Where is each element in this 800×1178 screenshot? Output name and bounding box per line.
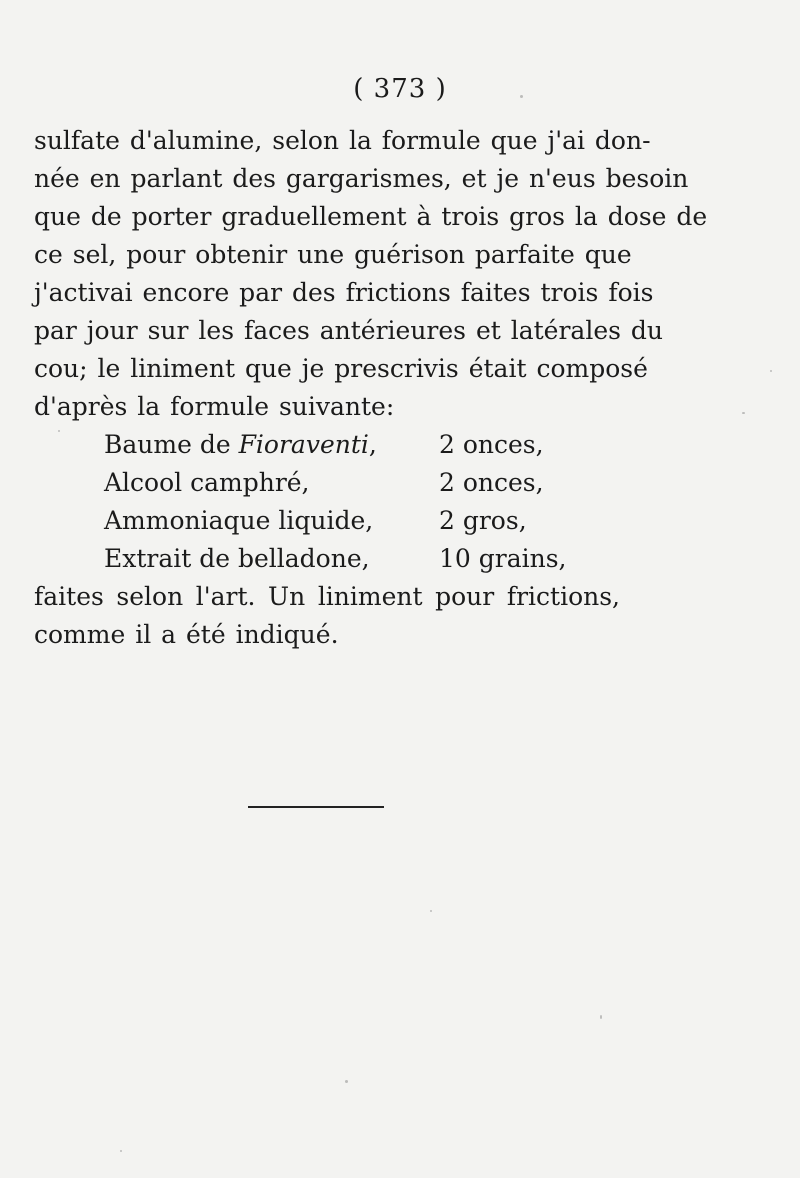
paragraph-line: d'après la formule suivante: xyxy=(34,392,395,421)
paragraph-line: cou; le liniment que je prescrivis était composé xyxy=(34,354,648,383)
section-divider-rule xyxy=(248,806,384,808)
closing-line: faites selon l'art. Un liniment pour frictions, xyxy=(34,582,620,611)
recipe-ingredient: Extrait de belladone, xyxy=(104,544,370,573)
paper-speck xyxy=(430,910,432,912)
paragraph-line: ce sel, pour obtenir une guérison parfaite que xyxy=(34,240,632,269)
paper-speck xyxy=(120,1150,122,1152)
recipe-ingredient: Ammoniaque liquide, xyxy=(104,506,374,535)
recipe-ingredient: Alcool camphré, xyxy=(104,468,310,497)
recipe-row xyxy=(34,540,620,578)
recipe-ingredient: Baume de Fioraventi, xyxy=(104,430,377,459)
paragraph-line: sulfate d'alumine, selon la formule que j'ai don- xyxy=(34,126,651,155)
recipe-list xyxy=(34,426,620,578)
recipe-quantity: 2 onces, xyxy=(439,430,544,459)
paragraph-line: que de porter graduellement à trois gros la dose de xyxy=(34,202,708,231)
recipe-row xyxy=(34,426,620,464)
recipe-quantity: 2 onces, xyxy=(439,468,544,497)
paragraph-line: j'activai encore par des frictions faites trois fois xyxy=(34,278,654,307)
recipe-row xyxy=(34,502,620,540)
recipe-quantity: 2 gros, xyxy=(439,506,527,535)
page-number: ( 373 ) xyxy=(353,74,447,104)
body-text xyxy=(34,122,708,654)
paper-speck xyxy=(742,412,745,414)
paper-speck xyxy=(345,1080,348,1083)
recipe-row xyxy=(34,464,620,502)
recipe-quantity: 10 grains, xyxy=(439,544,567,573)
paragraph-line: née en parlant des gargarismes, et je n'eus besoin xyxy=(34,164,689,193)
ingredient-italic-name: Fioraventi xyxy=(238,430,369,459)
paragraph-line: par jour sur les faces antérieures et latérales du xyxy=(34,316,664,345)
paper-speck xyxy=(600,1015,602,1019)
paper-speck xyxy=(770,370,772,372)
closing-line: comme il a été indiqué. xyxy=(34,620,339,649)
